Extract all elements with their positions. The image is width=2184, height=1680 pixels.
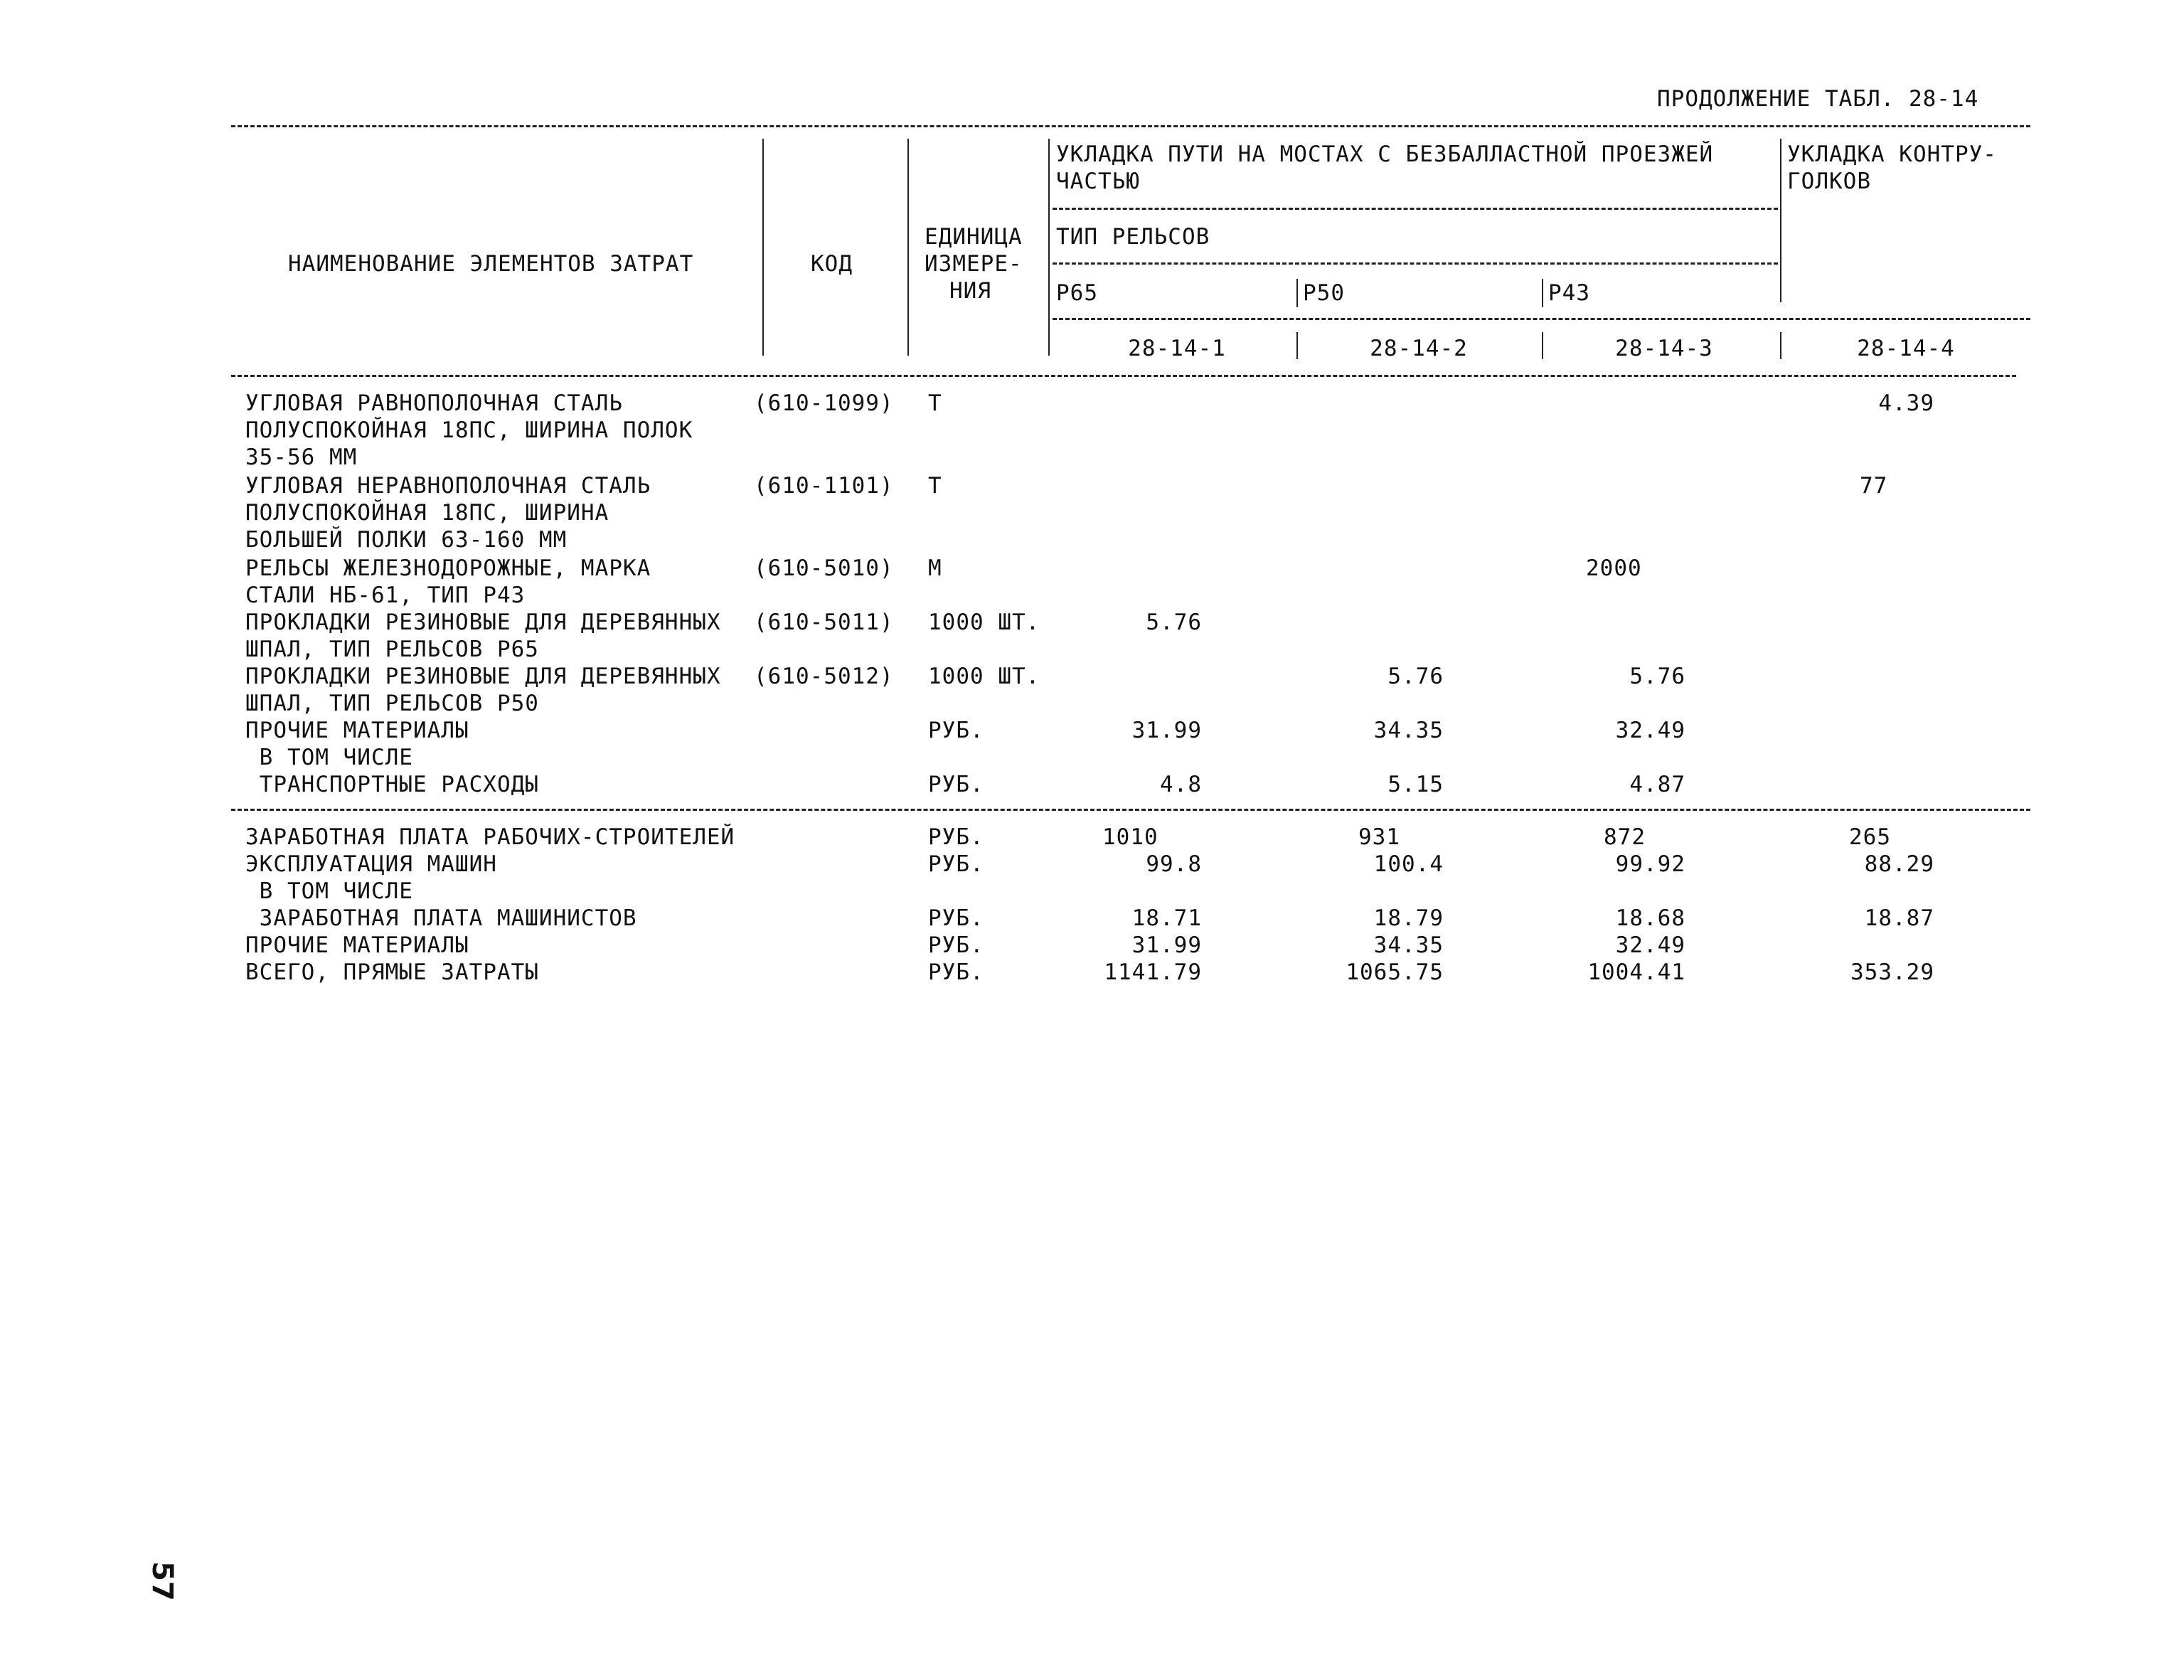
header-group2-line: УКЛАДКА КОНТРУ-: [1787, 142, 1997, 167]
row-value: 5.76: [1629, 664, 1685, 689]
top-rule: [231, 125, 2030, 127]
header-rail: Р50: [1303, 280, 1345, 306]
row-value: 34.35: [1373, 932, 1444, 958]
row-value: 32.49: [1615, 718, 1685, 743]
row-value: 1004.41: [1587, 959, 1685, 985]
header-separator: [1542, 279, 1543, 307]
section-rule: [231, 809, 2030, 811]
row-name-line: СТАЛИ НБ-61, ТИП Р43: [245, 583, 526, 608]
header-bottom-rule: [231, 375, 2016, 377]
row-name-line: ПОЛУСПОКОЙНАЯ 18ПС, ШИРИНА: [245, 500, 609, 526]
row-value: 99.8: [1146, 851, 1202, 877]
row-name-line: ЭКСПЛУАТАЦИЯ МАШИН: [245, 851, 497, 877]
row-name-line: В ТОМ ЧИСЛЕ: [245, 878, 413, 904]
row-unit: РУБ.: [928, 851, 984, 877]
row-value: 18.68: [1615, 905, 1685, 931]
header-separator: [907, 139, 909, 356]
row-name-line: 35-56 ММ: [245, 445, 358, 470]
row-value: 34.35: [1373, 718, 1444, 743]
row-name-line: УГЛОВАЯ РАВНОПОЛОЧНАЯ СТАЛЬ: [245, 390, 623, 416]
row-value: 4.39: [1878, 390, 1934, 416]
row-value: 88.29: [1864, 851, 1934, 877]
header-separator: [762, 139, 764, 356]
row-value: 99.92: [1615, 851, 1685, 877]
row-value: 5.76: [1146, 610, 1202, 635]
row-unit: Т: [928, 473, 942, 499]
continuation-caption: ПРОДОЛЖЕНИЕ ТАБЛ. 28-14: [1657, 86, 1979, 112]
row-name-line: БОЛЬШЕЙ ПОЛКИ 63-160 ММ: [245, 527, 568, 553]
row-value: 18.87: [1864, 905, 1934, 931]
row-unit: 1000 ШТ.: [928, 664, 1040, 689]
header-rail-type: ТИП РЕЛЬСОВ: [1056, 224, 1210, 250]
row-value: 931: [1358, 824, 1400, 850]
row-value: 1065.75: [1346, 959, 1444, 985]
row-unit: РУБ.: [928, 718, 984, 743]
row-name-line: УГЛОВАЯ НЕРАВНОПОЛОЧНАЯ СТАЛЬ: [245, 473, 651, 499]
row-name-line: ПРОЧИЕ МАТЕРИАЛЫ: [245, 718, 469, 743]
row-unit: 1000 ШТ.: [928, 610, 1040, 635]
page-number: 57: [145, 1561, 179, 1601]
header-code: 28-14-1: [1128, 336, 1226, 361]
header-separator: [1542, 332, 1543, 359]
header-group2-line: ГОЛКОВ: [1787, 169, 1871, 194]
header-group1-line: ЧАСТЬЮ: [1056, 169, 1140, 194]
row-value: 32.49: [1615, 932, 1685, 958]
header-unit-line: ИЗМЕРЕ-: [925, 251, 1023, 277]
row-unit: РУБ.: [928, 772, 984, 797]
row-value: 77: [1860, 473, 1888, 499]
row-code: (610-1099): [754, 390, 894, 416]
row-value: 18.79: [1373, 905, 1444, 931]
row-name-line: ЗАРАБОТНАЯ ПЛАТА РАБОЧИХ-СТРОИТЕЛЕЙ: [245, 824, 735, 850]
row-value: 1141.79: [1104, 959, 1202, 985]
row-value: 872: [1604, 824, 1646, 850]
row-value: 1010: [1102, 824, 1158, 850]
row-name-line: РЕЛЬСЫ ЖЕЛЕЗНОДОРОЖНЫЕ, МАРКА: [245, 555, 651, 581]
row-unit: РУБ.: [928, 959, 984, 985]
row-value: 5.76: [1387, 664, 1444, 689]
header-separator: [1296, 332, 1298, 359]
row-name-line: ПРОКЛАДКИ РЕЗИНОВЫЕ ДЛЯ ДЕРЕВЯННЫХ: [245, 664, 721, 689]
row-value: 31.99: [1131, 932, 1202, 958]
header-code: 28-14-4: [1857, 336, 1955, 361]
header-code: 28-14-2: [1370, 336, 1468, 361]
header-separator: [1780, 332, 1781, 359]
row-value: 100.4: [1373, 851, 1444, 877]
header-unit-line: НИЯ: [949, 278, 991, 304]
row-value: 353.29: [1850, 959, 1934, 985]
row-name-line: В ТОМ ЧИСЛЕ: [245, 745, 413, 770]
header-rule: [1053, 318, 2030, 320]
row-unit: М: [928, 555, 942, 581]
row-unit: РУБ.: [928, 905, 984, 931]
row-code: (610-5011): [754, 610, 894, 635]
row-value: 265: [1849, 824, 1891, 850]
row-value: 18.71: [1131, 905, 1202, 931]
row-name-line: ШПАЛ, ТИП РЕЛЬСОВ Р50: [245, 691, 539, 716]
row-value: 2000: [1586, 555, 1642, 581]
row-name-line: ПОЛУСПОКОЙНАЯ 18ПС, ШИРИНА ПОЛОК: [245, 418, 693, 443]
row-value: 31.99: [1131, 718, 1202, 743]
header-unit-line: ЕДИНИЦА: [925, 224, 1023, 250]
row-name-line: ШПАЛ, ТИП РЕЛЬСОВ Р65: [245, 637, 539, 662]
row-value: 4.8: [1160, 772, 1202, 797]
row-value: 5.15: [1387, 772, 1444, 797]
row-unit: РУБ.: [928, 932, 984, 958]
row-code: (610-1101): [754, 473, 894, 499]
row-name-line: ТРАНСПОРТНЫЕ РАСХОДЫ: [245, 772, 539, 797]
row-unit: Т: [928, 390, 942, 416]
header-rail: Р65: [1056, 280, 1098, 306]
row-unit: РУБ.: [928, 824, 984, 850]
header-rule: [1053, 262, 1778, 265]
header-rail: Р43: [1548, 280, 1590, 306]
header-separator: [1780, 139, 1781, 302]
header-separator: [1048, 139, 1050, 356]
header-code-column: КОД: [811, 251, 853, 277]
row-name-line: ПРОКЛАДКИ РЕЗИНОВЫЕ ДЛЯ ДЕРЕВЯННЫХ: [245, 610, 721, 635]
row-code: (610-5012): [754, 664, 894, 689]
header-name-column: НАИМЕНОВАНИЕ ЭЛЕМЕНТОВ ЗАТРАТ: [288, 251, 694, 277]
row-name-line: ПРОЧИЕ МАТЕРИАЛЫ: [245, 932, 469, 958]
header-group1-line: УКЛАДКА ПУТИ НА МОСТАХ С БЕЗБАЛЛАСТНОЙ ПРОЕЗЖЕЙ: [1056, 142, 1714, 167]
row-value: 4.87: [1629, 772, 1685, 797]
row-name-line: ЗАРАБОТНАЯ ПЛАТА МАШИНИСТОВ: [245, 905, 637, 931]
header-rule: [1053, 208, 1778, 210]
row-code: (610-5010): [754, 555, 894, 581]
header-separator: [1296, 279, 1298, 307]
header-code: 28-14-3: [1615, 336, 1713, 361]
row-name-line: ВСЕГО, ПРЯМЫЕ ЗАТРАТЫ: [245, 959, 539, 985]
